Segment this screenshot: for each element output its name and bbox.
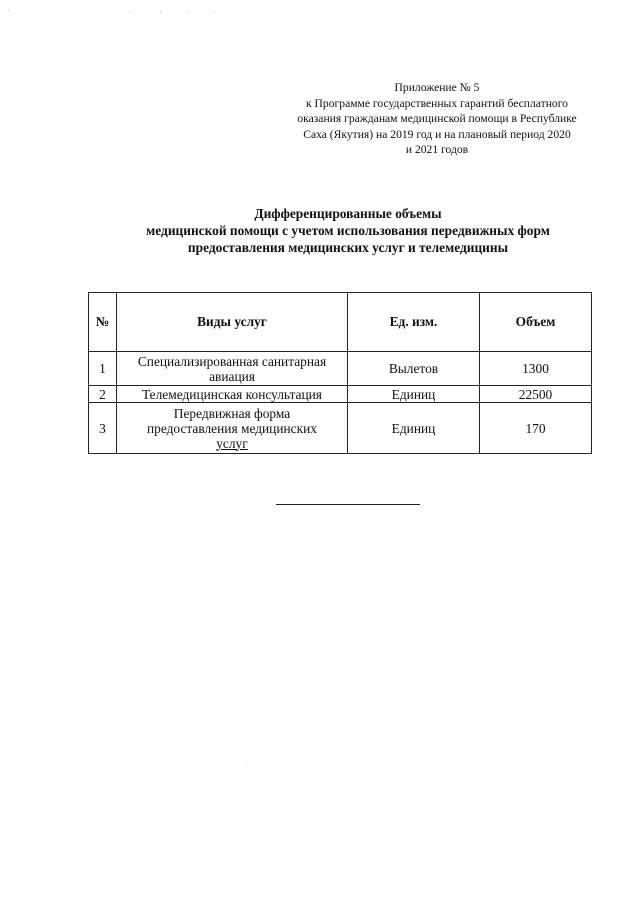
appendix-line: к Программе государственных гарантий бесплатного [306, 96, 568, 110]
title-line: Дифференцированные объемы [254, 206, 442, 221]
row-unit: Вылетов [348, 352, 480, 386]
scan-speck [160, 11, 161, 12]
appendix-line: и 2021 годов [405, 143, 469, 156]
appendix-line: Саха (Якутия) на 2019 год и на плановый период 2020 [303, 127, 571, 141]
scan-speck [213, 11, 214, 12]
header-volume: Объем [480, 293, 592, 352]
row-service [117, 403, 348, 454]
row-number: 3 [89, 403, 117, 454]
table-row [89, 403, 592, 454]
document-title [88, 205, 608, 256]
row-number: 1 [89, 352, 117, 386]
title-line: медицинской помощи с учетом использования передвижных форм [146, 223, 550, 238]
title-line: предоставления медицинских услуг и телемедицины [187, 240, 509, 255]
row-unit: Единиц [348, 386, 480, 403]
table-row [89, 386, 592, 403]
appendix-line: оказания гражданам медицинской помощи в Республике [297, 112, 577, 125]
scan-speck [8, 10, 9, 11]
row-number: 2 [89, 386, 117, 403]
row-volume: 1300 [480, 352, 592, 386]
service-line: Передвижная форма [173, 405, 291, 421]
volumes-table [88, 292, 592, 454]
scan-speck [130, 11, 131, 12]
header-service: Виды услуг [117, 293, 348, 352]
service-line: предоставления медицинских [146, 420, 317, 436]
appendix-number: Приложение № 5 [394, 81, 480, 94]
scan-speck [246, 765, 247, 766]
row-service: Специализированная санитарная авиация [117, 352, 348, 386]
table-row [89, 352, 592, 386]
table-header-row [89, 293, 592, 352]
service-line: услуг [216, 435, 248, 451]
appendix-header [262, 80, 612, 158]
row-unit: Единиц [348, 403, 480, 454]
row-volume: 170 [480, 403, 592, 454]
header-number: № [89, 293, 117, 352]
scan-speck [188, 11, 189, 12]
row-service: Телемедицинская консультация [117, 386, 348, 403]
separator-line [276, 504, 420, 505]
header-unit: Ед. изм. [348, 293, 480, 352]
row-volume: 22500 [480, 386, 592, 403]
